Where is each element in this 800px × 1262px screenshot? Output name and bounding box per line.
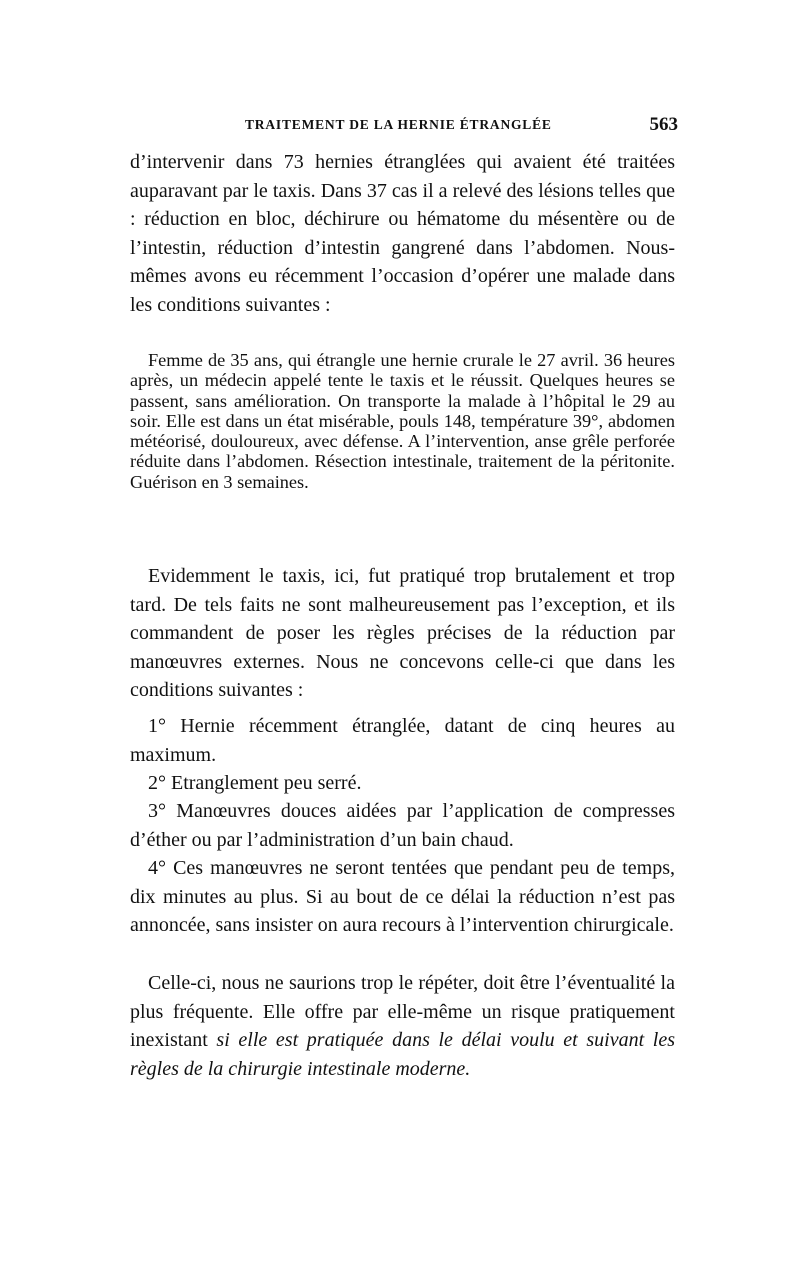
condition-4: 4° Ces manœuvres ne seront tentées que pendant peu de temps, dix minutes au plus. Si au bout de ce délai la réduction n’est pas annoncée, sans insister on aura recours à l’intervention chirurgicale. [130, 857, 675, 937]
case-report: Femme de 35 ans, qui étrangle une hernie crurale le 27 avril. 36 heures après, un médecin appelé tente le taxis et le réussit. Quelques heures se passent, sans amélioration. On transporte la malade à l’hôpital le 29 au soir. Elle est dans un état misérable, pouls 148, température 39°, abdomen météorisé, douloureux, avec défense. A l’intervention, anse grêle perforée réduite dans l’abdomen. Résection intestinale, traitement de la péritonite. Guérison en 3 semaines. [130, 350, 675, 492]
paragraph-discussion: Evidemment le taxis, ici, fut pratiqué trop brutalement et trop tard. De tels faits ne sont malheureusement pas l’exception, et ils commandent de poser les règles précises de la réduction par manœuvres externes. Nous ne concevons celle-ci que dans les conditions suivantes : [130, 565, 675, 702]
page-number: 563 [649, 114, 678, 135]
condition-2: 2° Etranglement peu serré. [148, 772, 362, 794]
running-title: TRAITEMENT DE LA HERNIE ÉTRANGLÉE [245, 117, 552, 132]
paragraph-intro: d’intervenir dans 73 hernies étranglées qui avaient été traitées auparavant par le taxis. Dans 37 cas il a relevé des lésions telles que : réduction en bloc, déchirure ou hématome du mésentère ou de l’intestin, réduction d’intestin gangrené dans l’abdomen. Nous-mêmes avons eu récemment l’occasion d’opérer une malade dans les conditions suivantes : [130, 151, 675, 316]
conclusion-italic-text: si elle est pratiquée dans le délai voulu et suivant les règles de la chirurgie intestinale moderne. [130, 1029, 676, 1080]
page-header [130, 114, 678, 137]
conclusion-text: Celle-ci, nous ne saurions trop le répéter, doit être l’éventualité la plus fréquente. Elle offre par elle-même un risque pratiquement inexistant [130, 972, 675, 1052]
paragraph-conclusion [130, 969, 675, 1083]
condition-3: 3° Manœuvres douces aidées par l’application de compresses d’éther ou par l’administration d’un bain chaud. [130, 800, 675, 851]
condition-1: 1° Hernie récemment étranglée, datant de cinq heures au maximum. [130, 715, 675, 766]
